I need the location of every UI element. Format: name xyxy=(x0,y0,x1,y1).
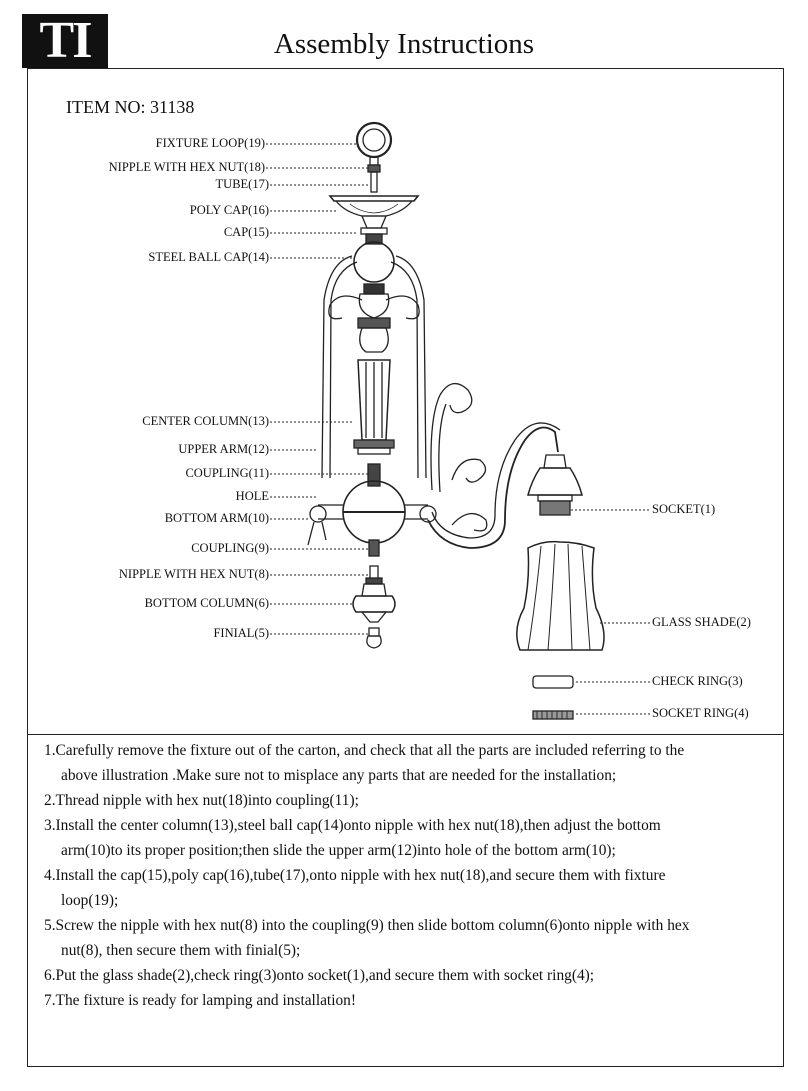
part-label-steel-ball-cap: STEEL BALL CAP(14) xyxy=(148,250,269,264)
step-4: 4.Install the cap(15),poly cap(16),tube(17),onto nipple with hex nut(18),and secure them with fixture loop(19); xyxy=(44,867,666,909)
leader-lines-right xyxy=(555,510,650,714)
part-label-check-ring: CHECK RING(3) xyxy=(652,674,743,688)
part-label-nipple-hex-nut-8: NIPPLE WITH HEX NUT(8) xyxy=(118,567,269,581)
part-label-coupling-11: COUPLING(11) xyxy=(185,466,269,480)
part-label-nipple-hex-nut-18: NIPPLE WITH HEX NUT(18) xyxy=(108,160,265,174)
part-label-finial: FINIAL(5) xyxy=(213,626,269,640)
part-label-socket: SOCKET(1) xyxy=(652,502,716,516)
leader-lines-left xyxy=(266,144,370,634)
part-label-bottom-column: BOTTOM COLUMN(6) xyxy=(144,596,269,610)
part-label-fixture-loop: FIXTURE LOOP(19) xyxy=(155,136,265,150)
part-label-poly-cap: POLY CAP(16) xyxy=(189,203,269,217)
step-5: 5.Screw the nipple with hex nut(8) into the coupling(9) then slide bottom column(6)onto nipple with hex nut(8), then secure them with finial(5); xyxy=(44,917,690,959)
step-2: 2.Thread nipple with hex nut(18)into coupling(11); xyxy=(44,792,359,809)
item-number: ITEM NO: 31138 xyxy=(66,97,195,117)
step-3: 3.Install the center column(13),steel ball cap(14)onto nipple with hex nut(18),then adjust the bottom arm(10)to its proper position;then slide the upper arm(12)into hole of the bottom arm(10); xyxy=(44,817,661,859)
part-label-socket-ring: SOCKET RING(4) xyxy=(652,706,749,720)
instruction-steps xyxy=(44,738,769,1013)
part-label-coupling-9: COUPLING(9) xyxy=(191,541,269,555)
part-label-cap: CAP(15) xyxy=(223,225,269,239)
part-label-center-column: CENTER COLUMN(13) xyxy=(142,414,269,428)
brand-logo: TI xyxy=(22,14,108,68)
page-title: Assembly Instructions xyxy=(273,28,535,60)
part-label-bottom-arm: BOTTOM ARM(10) xyxy=(164,511,269,525)
part-label-hole: HOLE xyxy=(235,489,269,503)
step-1: 1.Carefully remove the fixture out of the carton, and check that all the parts are included referring to the above illustration .Make sure not to misplace any parts that are needed for the installation; xyxy=(44,742,685,784)
part-label-glass-shade: GLASS SHADE(2) xyxy=(652,615,751,629)
step-7: 7.The fixture is ready for lamping and installation! xyxy=(44,992,356,1009)
step-6: 6.Put the glass shade(2),check ring(3)onto socket(1),and secure them with socket ring(4); xyxy=(44,967,595,984)
part-label-upper-arm: UPPER ARM(12) xyxy=(178,442,269,456)
part-label-tube: TUBE(17) xyxy=(215,177,269,191)
